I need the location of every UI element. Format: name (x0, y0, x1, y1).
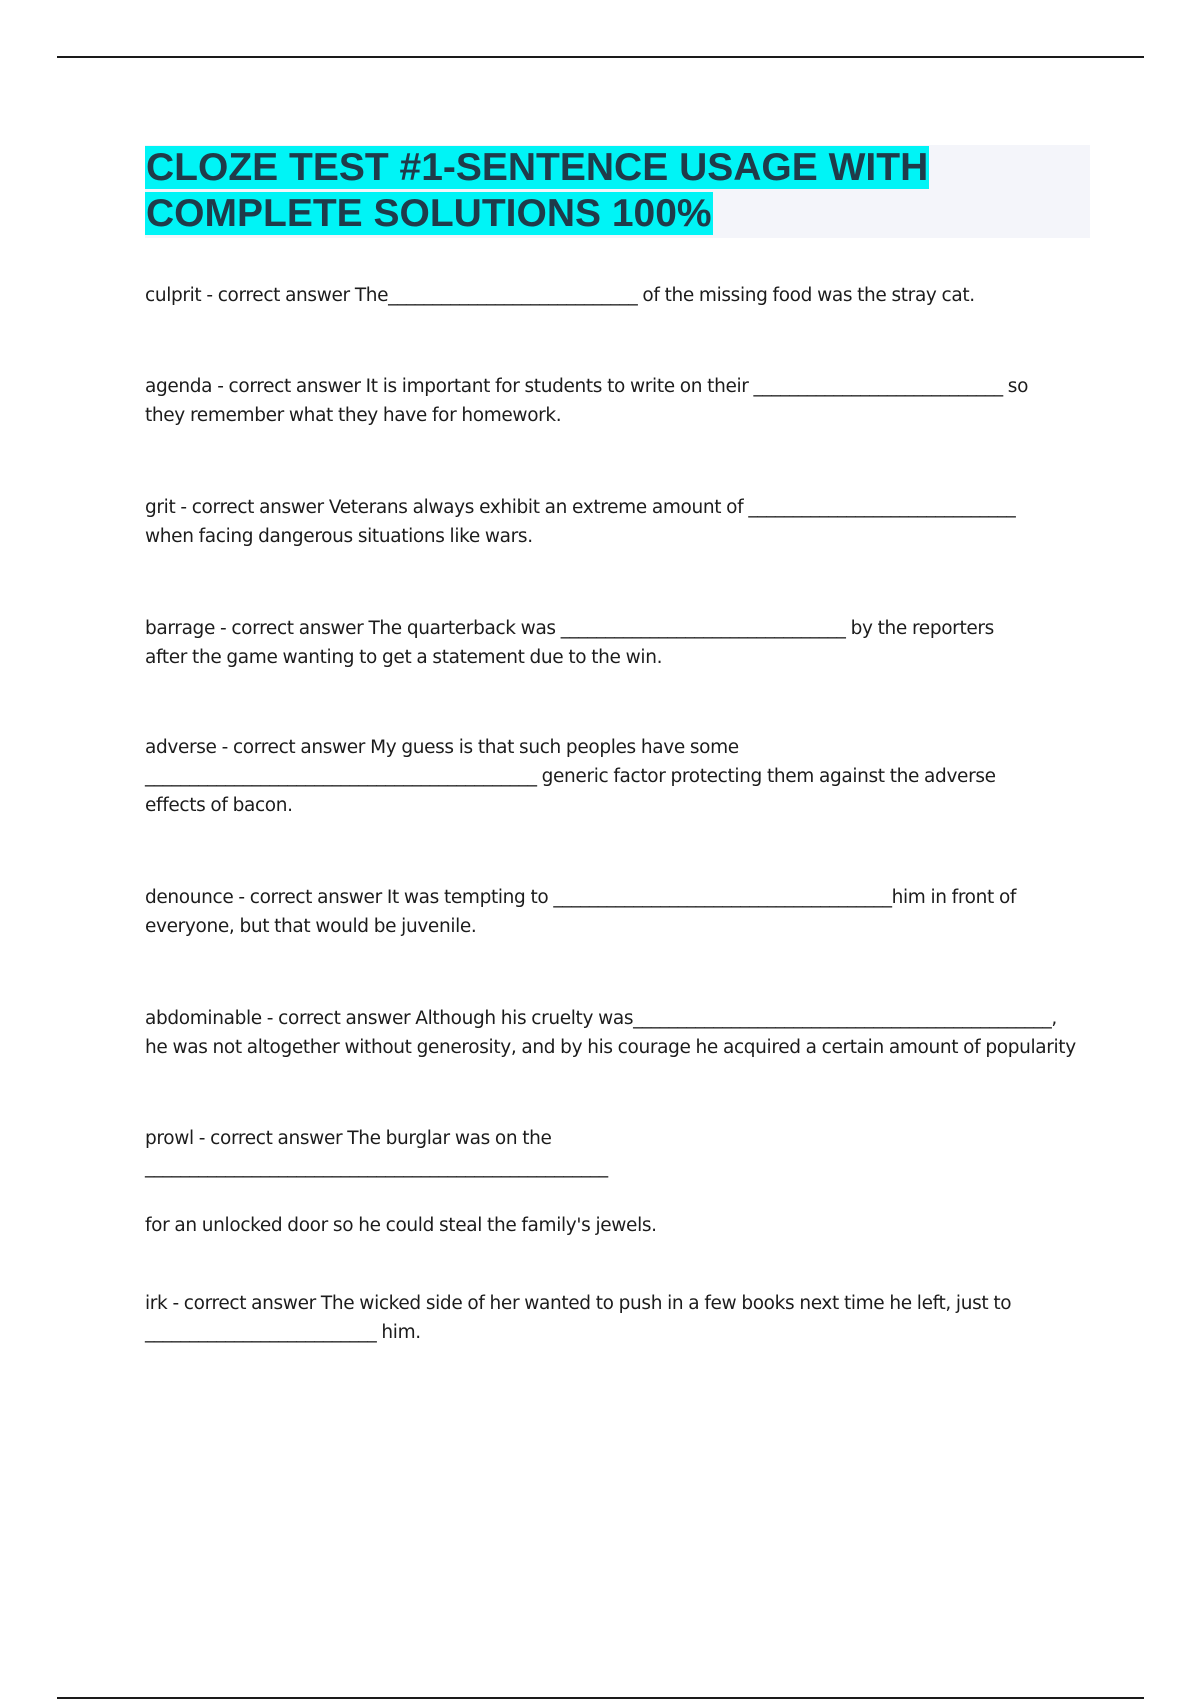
entry-line: effects of bacon. (145, 795, 293, 816)
entry-irk (145, 1289, 1095, 1347)
entry-line: denounce - correct answer It was tempting to ______________________________________him in front of (145, 887, 1017, 908)
title-block (145, 145, 1090, 238)
entry-prowl (145, 1124, 1095, 1240)
entry-abdominable (145, 1004, 1095, 1062)
entry-line: barrage - correct answer The quarterback was ________________________________ by the reporters (145, 618, 994, 639)
bottom-rule (57, 1697, 1144, 1699)
entry-line: grit - correct answer Veterans always exhibit an extreme amount of ______________________________ (145, 497, 1016, 518)
page-title (145, 145, 1090, 237)
entry-grit (145, 493, 1095, 551)
entry-denounce (145, 883, 1095, 941)
entry-line: irk - correct answer The wicked side of her wanted to push in a few books next time he left, just to (145, 1293, 1012, 1314)
entry-line: agenda - correct answer It is important for students to write on their ____________________________ so (145, 376, 1029, 397)
entry-line: culprit - correct answer The____________________________ of the missing food was the stray cat. (145, 285, 975, 306)
entry-culprit (145, 281, 1095, 310)
entry-line: everyone, but that would be juvenile. (145, 916, 477, 937)
entry-barrage (145, 614, 1095, 672)
entry-line: they remember what they have for homework. (145, 405, 562, 426)
top-rule (57, 56, 1144, 58)
entry-line: when facing dangerous situations like wars. (145, 526, 533, 547)
entry-adverse (145, 733, 1095, 820)
entry-line: for an unlocked door so he could steal the family's jewels. (145, 1215, 657, 1236)
entry-line: prowl - correct answer The burglar was on the (145, 1128, 552, 1149)
entry-line: he was not altogether without generosity, and by his courage he acquired a certain amount of popularity (145, 1037, 1076, 1058)
entry-line: __________________________ him. (145, 1322, 421, 1343)
entry-line: ____________________________________________ generic factor protecting them against the adverse (145, 766, 996, 787)
title-line-2: COMPLETE SOLUTIONS 100% (146, 192, 712, 235)
entry-line: after the game wanting to get a statement due to the win. (145, 647, 663, 668)
title-line-1: CLOZE TEST #1-SENTENCE USAGE WITH (146, 146, 929, 189)
entry-line: ____________________________________________________ (145, 1157, 608, 1178)
entry-line: abdominable - correct answer Although his cruelty was_______________________________________________, (145, 1008, 1057, 1029)
entry-line: adverse - correct answer My guess is that such peoples have some (145, 737, 739, 758)
entry-agenda (145, 372, 1095, 430)
